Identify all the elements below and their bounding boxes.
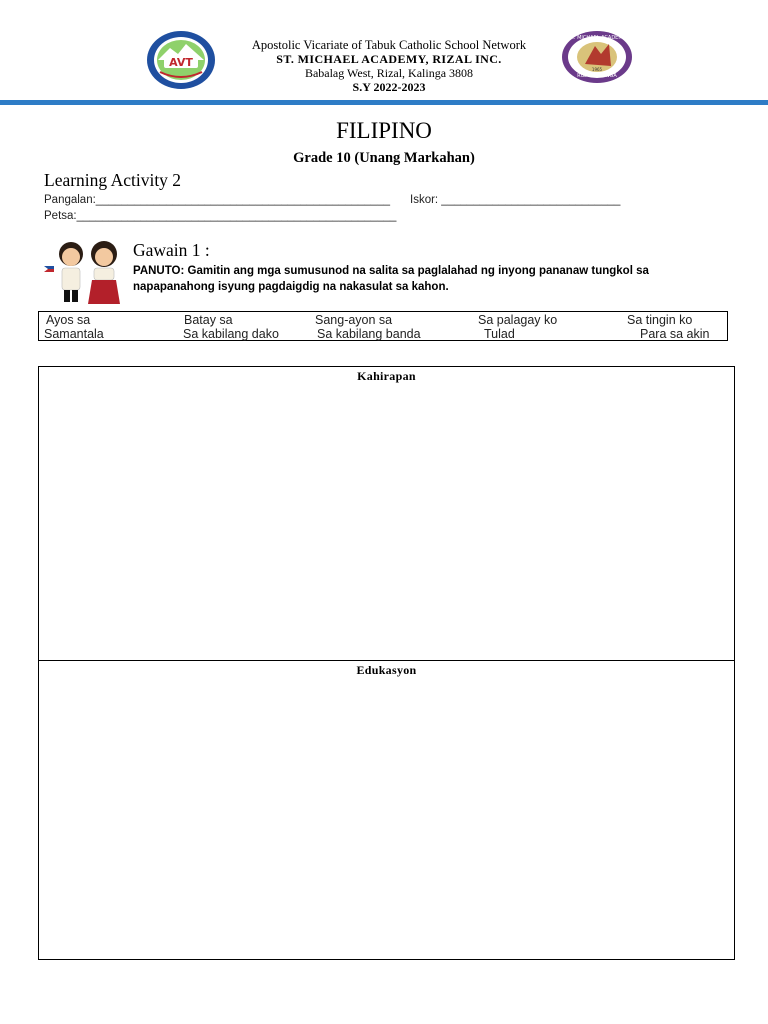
word-bank-item: Sa tingin ko [627,313,693,327]
school-name: ST. MICHAEL ACADEMY, RIZAL INC. [276,52,502,66]
svg-text:AVT: AVT [169,56,193,69]
word-bank [38,311,728,341]
document-subtitle: Grade 10 (Unang Markahan) [293,150,475,166]
activity-heading: Learning Activity 2 [44,170,182,190]
word-bank-item: Tulad [484,327,515,341]
st-michael-academy-seal [561,30,633,84]
word-bank-item: Sang-ayon sa [315,313,393,327]
school-header [200,38,578,94]
box-label: Edukasyon [356,663,417,677]
word-bank-item: Samantala [44,327,104,341]
document-title: FILIPINO [336,118,432,143]
network-name: Apostolic Vicariate of Tabuk Catholic School Network [251,38,527,52]
date-field[interactable]: Petsa:__________________________________________________ [44,210,397,222]
word-bank-item: Para sa akin [640,327,710,341]
word-bank-item: Sa kabilang banda [317,327,421,341]
word-bank-item: Batay sa [184,313,233,327]
box-label: Kahirapan [357,369,416,383]
svg-text:RIZAL, KALINGA: RIZAL, KALINGA [577,73,617,79]
header-divider-bar [0,100,768,105]
school-year: S.Y 2022-2023 [352,80,426,94]
svg-text:1965: 1965 [591,67,603,72]
answer-box-edukasyon[interactable] [38,660,735,960]
word-bank-item: Ayos sa [46,313,91,327]
svg-text:ST. MICHAEL ACADEMY: ST. MICHAEL ACADEMY [568,35,626,41]
name-field[interactable]: Pangalan:______________________________________________ [44,194,390,206]
instructions: PANUTO: Gamitin ang mga sumusunod na salita sa paglalahad ng inyong pananaw tungkol sa napapanahong isyung pagdaigdig na nakasulat sa kahon. [133,265,649,293]
score-field[interactable]: Iskor: ____________________________ [410,194,621,206]
gawain-heading: Gawain 1 : [133,240,210,260]
filipino-kids-illustration [44,240,124,306]
answer-box-kahirapan[interactable] [38,366,735,661]
word-bank-item: Sa palagay ko [478,313,558,327]
word-bank-item: Sa kabilang dako [183,327,279,341]
school-address: Babalag West, Rizal, Kalinga 3808 [304,66,474,80]
